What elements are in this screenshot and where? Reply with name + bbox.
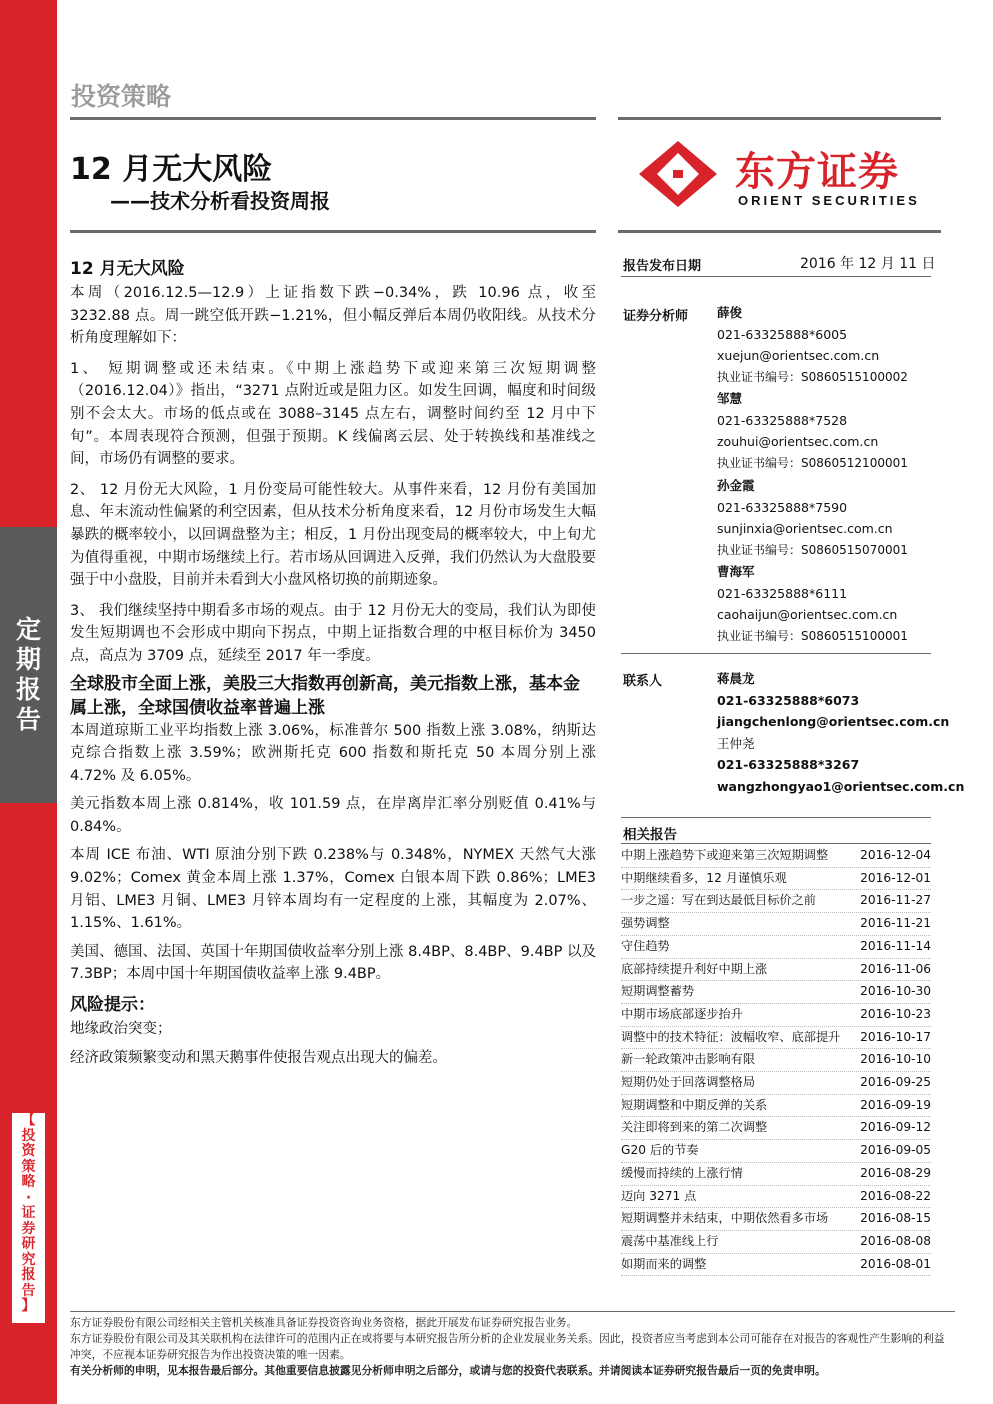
related-report-item[interactable]: 震荡中基准线上行 2016-08-08 xyxy=(621,1231,931,1254)
page-title: 12 月无大风险 xyxy=(70,152,273,187)
date-rule xyxy=(621,276,931,277)
analyst-name: 邹慧 xyxy=(717,391,743,406)
related-report-item[interactable]: 缓慢而持续的上涨行情 2016-08-29 xyxy=(621,1163,931,1186)
related-rule-top xyxy=(621,817,931,818)
report-type-label: 定 期 报 告 xyxy=(15,615,41,734)
contact-email[interactable]: wangzhongyao1@orientsec.com.cn xyxy=(717,778,965,794)
related-report-item[interactable]: 短期调整并未结束，中期依然看多市场 2016-08-15 xyxy=(621,1208,931,1231)
contact-phone: 021-63325888*3267 xyxy=(717,757,860,772)
commodities: 本周 ICE 布油、WTI 原油分别下跌 0.238%与 0.348%，NYMEX 天然气大涨 9.02%；Comex 黄金本周上涨 1.37%，Comex 白银本周下跌 0.86%；LME3 月铝、LME3 月铜、LME3 月锌本周均有一定程度的上涨，其幅度为 2.07%、1.15%、1.61%。 xyxy=(70,847,596,932)
contact-name: 王仲尧 xyxy=(717,735,755,751)
brand-name-cn: 东方证券 xyxy=(735,149,899,195)
orient-logo-icon xyxy=(637,139,719,209)
contact-card xyxy=(717,668,964,797)
related-report-item[interactable]: 底部持续提升利好中期上涨 2016-11-06 xyxy=(621,959,931,982)
related-report-item[interactable]: 中期市场底部逐步抬升 2016-10-23 xyxy=(621,1004,931,1027)
analyst-phone: 021-63325888*7590 xyxy=(717,499,848,515)
related-rule xyxy=(621,843,931,844)
related-report-item[interactable]: 中期继续看多，12 月谨慎乐观 2016-12-01 xyxy=(621,868,931,891)
related-report-item[interactable]: 新一轮政策冲击影响有限 2016-10-10 xyxy=(621,1049,931,1072)
report-category-tag: 【 投 资 策 略 · 证 券 研 究 报 告 】 xyxy=(21,1112,36,1314)
related-report-item[interactable]: 如期而来的调整 2016-08-01 xyxy=(621,1254,931,1277)
analyst-license: 执业证书编号：S0860515100002 xyxy=(717,369,908,384)
analyst-name: 孙金霞 xyxy=(717,478,755,493)
main-content xyxy=(70,256,596,1069)
related-report-item[interactable]: G20 后的节奏 2016-09-05 xyxy=(621,1140,931,1163)
analyst-email[interactable]: zouhui@orientsec.com.cn xyxy=(717,434,879,449)
risk-item: 地缘政治突变； xyxy=(70,1021,172,1038)
related-report-item[interactable]: 守住趋势 2016-11-14 xyxy=(621,936,931,959)
contact-phone: 021-63325888*6073 xyxy=(717,692,860,708)
title-rule-right xyxy=(618,230,941,233)
risk-heading: 风险提示： xyxy=(70,995,155,1016)
analyst-email[interactable]: sunjinxia@orientsec.com.cn xyxy=(717,521,893,536)
analyst-name: 薛俊 xyxy=(717,305,743,320)
contact-email[interactable]: jiangchenlong@orientsec.com.cn xyxy=(717,714,950,729)
risk-item: 经济政策频繁变动和黑天鹅事件使报告观点出现大的偏差。 xyxy=(70,1049,447,1066)
analyst-rule xyxy=(621,653,931,654)
related-report-item[interactable]: 短期仍处于回落调整格局 2016-09-25 xyxy=(621,1072,931,1095)
global-equities: 本周道琼斯工业平均指数上涨 3.06%，标准普尔 500 指数上涨 3.08%，纳斯达克综合指数上涨 3.59%；欧洲斯托克 600 指数和斯托克 50 本周分别上涨 4.72% 及 6.05%。 xyxy=(70,722,596,784)
intro-paragraph: 本周（2016.12.5—12.9）上证指数下跌−0.34%，跌 10.96 点，收至 3232.88 点。周一跳空低开跌−1.21%，但小幅反弹后本周仍收阳线。从技术分析角度理解如下： xyxy=(70,285,596,347)
section-heading: 12 月无大风险 xyxy=(70,259,185,279)
related-report-item[interactable]: 中期上涨趋势下或迎来第三次短期调整 2016-12-04 xyxy=(621,845,931,868)
section-heading: 全球股市全面上涨，美股三大指数再创新高，美元指数上涨，基本金属上涨，全球国债收益率普遍上涨 xyxy=(70,673,580,718)
analyst-license: 执业证书编号：S0860512100001 xyxy=(717,455,908,470)
related-report-item[interactable]: 短期调整蓄势 2016-10-30 xyxy=(621,981,931,1004)
footer-line: 有关分析师的申明，见本报告最后部分。其他重要信息披露见分析师申明之后部分，或请与您的投资代表联系。并请阅读本证券研究报告最后一页的免责申明。 xyxy=(70,1364,826,1377)
related-report-item[interactable]: 迈向 3271 点 2016-08-22 xyxy=(621,1186,931,1209)
analyst-card xyxy=(717,561,931,647)
related-report-item[interactable]: 短期调整和中期反弹的关系 2016-09-19 xyxy=(621,1095,931,1118)
footer-line: 东方证券股份有限公司及其关联机构在法律许可的范围内正在或将要与本研究报告所分析的企业发展业务关系。因此，投资者应当考虑到本公司可能存在对报告的客观性产生影响的利益冲突，不应视本证券研究报告为作出投资决策的唯一因素。 xyxy=(70,1332,945,1361)
analyst-card xyxy=(717,302,931,388)
analyst-license: 执业证书编号：S0860515100001 xyxy=(717,628,908,643)
brand-name-en: ORIENT SECURITIES xyxy=(738,193,920,208)
point-2: 2、 12 月份无大风险，1 月份变局可能性较大。从事件来看，12 月份有美国加息、年末流动性偏紧的利空因素，但从技术分析角度来看，12 月份市场发生大幅暴跌的概率较小，以回调盘整为主；相反，1 月份出现变局的概率较大，中上旬尤为值得重视，中期市场继续上行。若市场从回调进入反弹，我们仍然认为大盘股要强于中小盘股，目前并未看到大小盘风格切换的前期迹象。 xyxy=(70,481,596,589)
related-reports-title: 相关报告 xyxy=(623,827,677,843)
related-report-item[interactable]: 强势调整 2016-11-21 xyxy=(621,913,931,936)
analyst-email[interactable]: xuejun@orientsec.com.cn xyxy=(717,348,880,363)
dollar-index: 美元指数本周上涨 0.814%，收 101.59 点，在岸离岸汇率分别贬值 0.41%与 0.84%。 xyxy=(70,796,596,835)
header-rule-left xyxy=(70,117,596,120)
contact-name: 蒋晨龙 xyxy=(717,671,755,686)
analyst-phone: 021-63325888*6005 xyxy=(717,326,848,342)
related-report-item[interactable]: 关注即将到来的第二次调整 2016-09-12 xyxy=(621,1117,931,1140)
related-reports-list xyxy=(621,845,931,1276)
header-rule-right xyxy=(618,117,941,120)
contact-label: 联系人 xyxy=(623,674,663,689)
publish-date: 2016 年 12 月 11 日 xyxy=(800,256,936,272)
footer-disclaimer xyxy=(70,1315,955,1379)
point-3: 3、 我们继续坚持中期看多市场的观点。由于 12 月份无大的变局，我们认为即使发生短期调也不会形成中期向下拐点，中期上证指数合理的中枢目标价为 3450 点，高点为 3709 点，延续至 2017 年一季度。 xyxy=(70,602,596,664)
related-report-item[interactable]: 调整中的技术特征：波幅收窄、底部提升 2016-10-17 xyxy=(621,1027,931,1050)
footer-rule xyxy=(70,1311,955,1312)
analyst-phone: 021-63325888*7528 xyxy=(717,412,848,428)
bond-yields: 美国、德国、法国、英国十年期国债收益率分别上涨 8.4BP、8.4BP、9.4BP 以及 7.3BP；本周中国十年期国债收益率上涨 9.4BP。 xyxy=(70,943,596,983)
analyst-license: 执业证书编号：S0860515070001 xyxy=(717,542,908,557)
page-subtitle: ——技术分析看投资周报 xyxy=(110,189,330,213)
analyst-name: 曹海军 xyxy=(717,564,755,579)
title-rule-left xyxy=(70,230,596,233)
analyst-email[interactable]: caohaijun@orientsec.com.cn xyxy=(717,607,898,622)
point-1: 1、 短期调整或还未结束。《中期上涨趋势下或迎来第三次短期调整（2016.12.04）》指出，“3271 点附近或是阻力区。如发生回调，幅度和时间级别不会太大。市场的低点或在 3088–3145 点左右，调整时间约至 12 月中下旬”。本周表现符合预测，但强于预期。K 线偏离云层、处于转换线和基准线之间，市场仍有调整的要求。 xyxy=(70,360,596,468)
analyst-card xyxy=(717,475,931,561)
analyst-phone: 021-63325888*6111 xyxy=(717,585,848,601)
footer-line: 东方证券股份有限公司经相关主管机关核准具备证券投资咨询业务资格，据此开展发布证券研究报告业务。 xyxy=(70,1316,578,1329)
publish-date-label: 报告发布日期 xyxy=(623,259,702,274)
analyst-label: 证券分析师 xyxy=(623,309,689,324)
report-category: 投资策略 xyxy=(71,82,172,111)
related-report-item[interactable]: 一步之遥：写在到达最低目标价之前 2016-11-27 xyxy=(621,890,931,913)
analyst-card xyxy=(717,388,931,474)
